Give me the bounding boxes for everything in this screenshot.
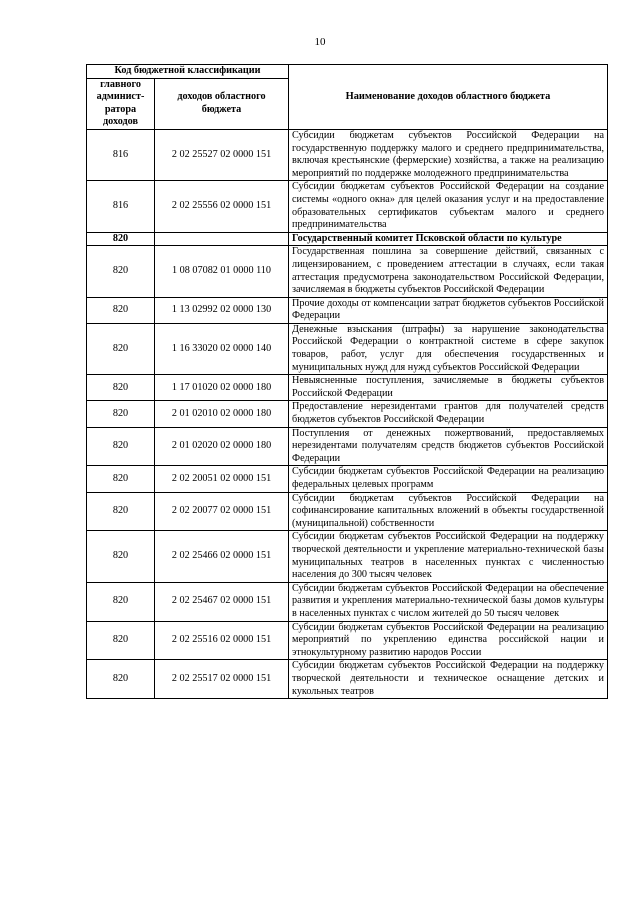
income-code-cell: 2 02 25466 02 0000 151	[155, 531, 289, 582]
admin-code-cell: 820	[87, 660, 155, 699]
budget-classification-table	[86, 64, 608, 699]
page-number: 10	[314, 36, 326, 48]
table-row	[87, 129, 608, 180]
income-code-cell: 2 02 25556 02 0000 151	[155, 181, 289, 232]
admin-code-cell: 820	[87, 466, 155, 492]
income-name-cell: Поступления от денежных пожертвований, предоставляемых нерезидентами получателям средств бюджетов субъектов Российской Федерации	[289, 427, 608, 466]
income-code-cell: 1 13 02992 02 0000 130	[155, 297, 289, 323]
income-name-cell: Субсидии бюджетам субъектов Российской Федерации на реализацию мероприятий по укреплению единства российской нации и этнокультурному развитию народов России	[289, 621, 608, 660]
income-code-cell: 2 02 25517 02 0000 151	[155, 660, 289, 699]
admin-code-cell: 816	[87, 129, 155, 180]
income-name-cell: Субсидии бюджетам субъектов Российской Федерации на государственную поддержку малого и среднего предпринимательства, включая крестьянские (фермерские) хозяйства, а также на реализацию мероприятий по поддержке молодежного предпринимательства	[289, 129, 608, 180]
table-body	[87, 129, 608, 698]
admin-code-cell: 820	[87, 375, 155, 401]
income-code-cell: 2 02 20077 02 0000 151	[155, 492, 289, 531]
income-code-cell: 2 01 02010 02 0000 180	[155, 401, 289, 427]
admin-code-cell: 820	[87, 323, 155, 374]
table-row	[87, 531, 608, 582]
admin-code-cell: 820	[87, 246, 155, 297]
table-row	[87, 660, 608, 699]
income-code-cell: 1 17 01020 02 0000 180	[155, 375, 289, 401]
income-name-cell: Субсидии бюджетам субъектов Российской Федерации на поддержку творческой деятельности и техническое оснащение детских и кукольных театров	[289, 660, 608, 699]
income-name-cell: Субсидии бюджетам субъектов Российской Федерации на поддержку творческой деятельности и укрепление материально-технической базы муниципальных театров в населенных пунктах с численностью населения до 300 тысяч человек	[289, 531, 608, 582]
header-chief-administrator: главного админист-ратора доходов	[87, 78, 155, 129]
admin-code-cell: 820	[87, 232, 155, 246]
header-income-name: Наименование доходов областного бюджета	[289, 65, 608, 130]
income-code-cell: 2 01 02020 02 0000 180	[155, 427, 289, 466]
income-name-cell: Субсидии бюджетам субъектов Российской Федерации на обеспечение развития и укрепления материально-технической базы домов культуры в населенных пунктах с числом жителей до 50 тысяч человек	[289, 582, 608, 621]
income-name-cell: Государственный комитет Псковской области по культуре	[289, 232, 608, 246]
admin-code-cell: 820	[87, 531, 155, 582]
admin-code-cell: 820	[87, 427, 155, 466]
income-code-cell: 2 02 25516 02 0000 151	[155, 621, 289, 660]
admin-code-cell: 820	[87, 582, 155, 621]
income-name-cell: Денежные взыскания (штрафы) за нарушение законодательства Российской Федерации о контрактной системе в сфере закупок товаров, работ, услуг для обеспечения государственных и муниципальных нужд для нужд субъектов Российской Федерации	[289, 323, 608, 374]
income-code-cell: 2 02 25527 02 0000 151	[155, 129, 289, 180]
table-row	[87, 401, 608, 427]
income-name-cell: Прочие доходы от компенсации затрат бюджетов субъектов Российской Федерации	[289, 297, 608, 323]
admin-code-cell: 816	[87, 181, 155, 232]
table-row	[87, 582, 608, 621]
income-name-cell: Субсидии бюджетам субъектов Российской Федерации на софинансирование капитальных вложений в объекты государственной (муниципальной) собственности	[289, 492, 608, 531]
header-budget-classification-code: Код бюджетной классификации	[87, 65, 289, 79]
income-code-cell: 2 02 20051 02 0000 151	[155, 466, 289, 492]
income-name-cell: Субсидии бюджетам субъектов Российской Федерации на реализацию федеральных целевых программ	[289, 466, 608, 492]
admin-code-cell: 820	[87, 297, 155, 323]
table-row	[87, 466, 608, 492]
income-name-cell: Невыясненные поступления, зачисляемые в бюджеты субъектов Российской Федерации	[289, 375, 608, 401]
income-code-cell: 2 02 25467 02 0000 151	[155, 582, 289, 621]
table-row	[87, 621, 608, 660]
admin-code-cell: 820	[87, 492, 155, 531]
income-name-cell: Государственная пошлина за совершение действий, связанных с лицензированием, с проведением аттестации в случаях, если такая аттестация предусмотрена законодательством Российской Федерации, зачисляемая в бюджеты субъектов Российской Федерации	[289, 246, 608, 297]
income-name-cell: Предоставление нерезидентами грантов для получателей средств бюджетов субъектов Российской Федерации	[289, 401, 608, 427]
income-code-cell: 1 08 07082 01 0000 110	[155, 246, 289, 297]
table-row	[87, 246, 608, 297]
admin-code-cell: 820	[87, 401, 155, 427]
admin-code-cell: 820	[87, 621, 155, 660]
table-row	[87, 323, 608, 374]
table-row	[87, 375, 608, 401]
table-group-row	[87, 232, 608, 246]
table-row	[87, 492, 608, 531]
income-name-cell: Субсидии бюджетам субъектов Российской Федерации на создание системы «одного окна» для целей оказания услуг и на предоставление образовательных сертификатов субъектам малого и среднего предпринимательства	[289, 181, 608, 232]
table-row	[87, 297, 608, 323]
table-row	[87, 427, 608, 466]
header-regional-budget-income-code: доходов областного бюджета	[155, 78, 289, 129]
income-code-cell	[155, 232, 289, 246]
income-code-cell: 1 16 33020 02 0000 140	[155, 323, 289, 374]
table-row	[87, 181, 608, 232]
table-header	[87, 65, 608, 130]
